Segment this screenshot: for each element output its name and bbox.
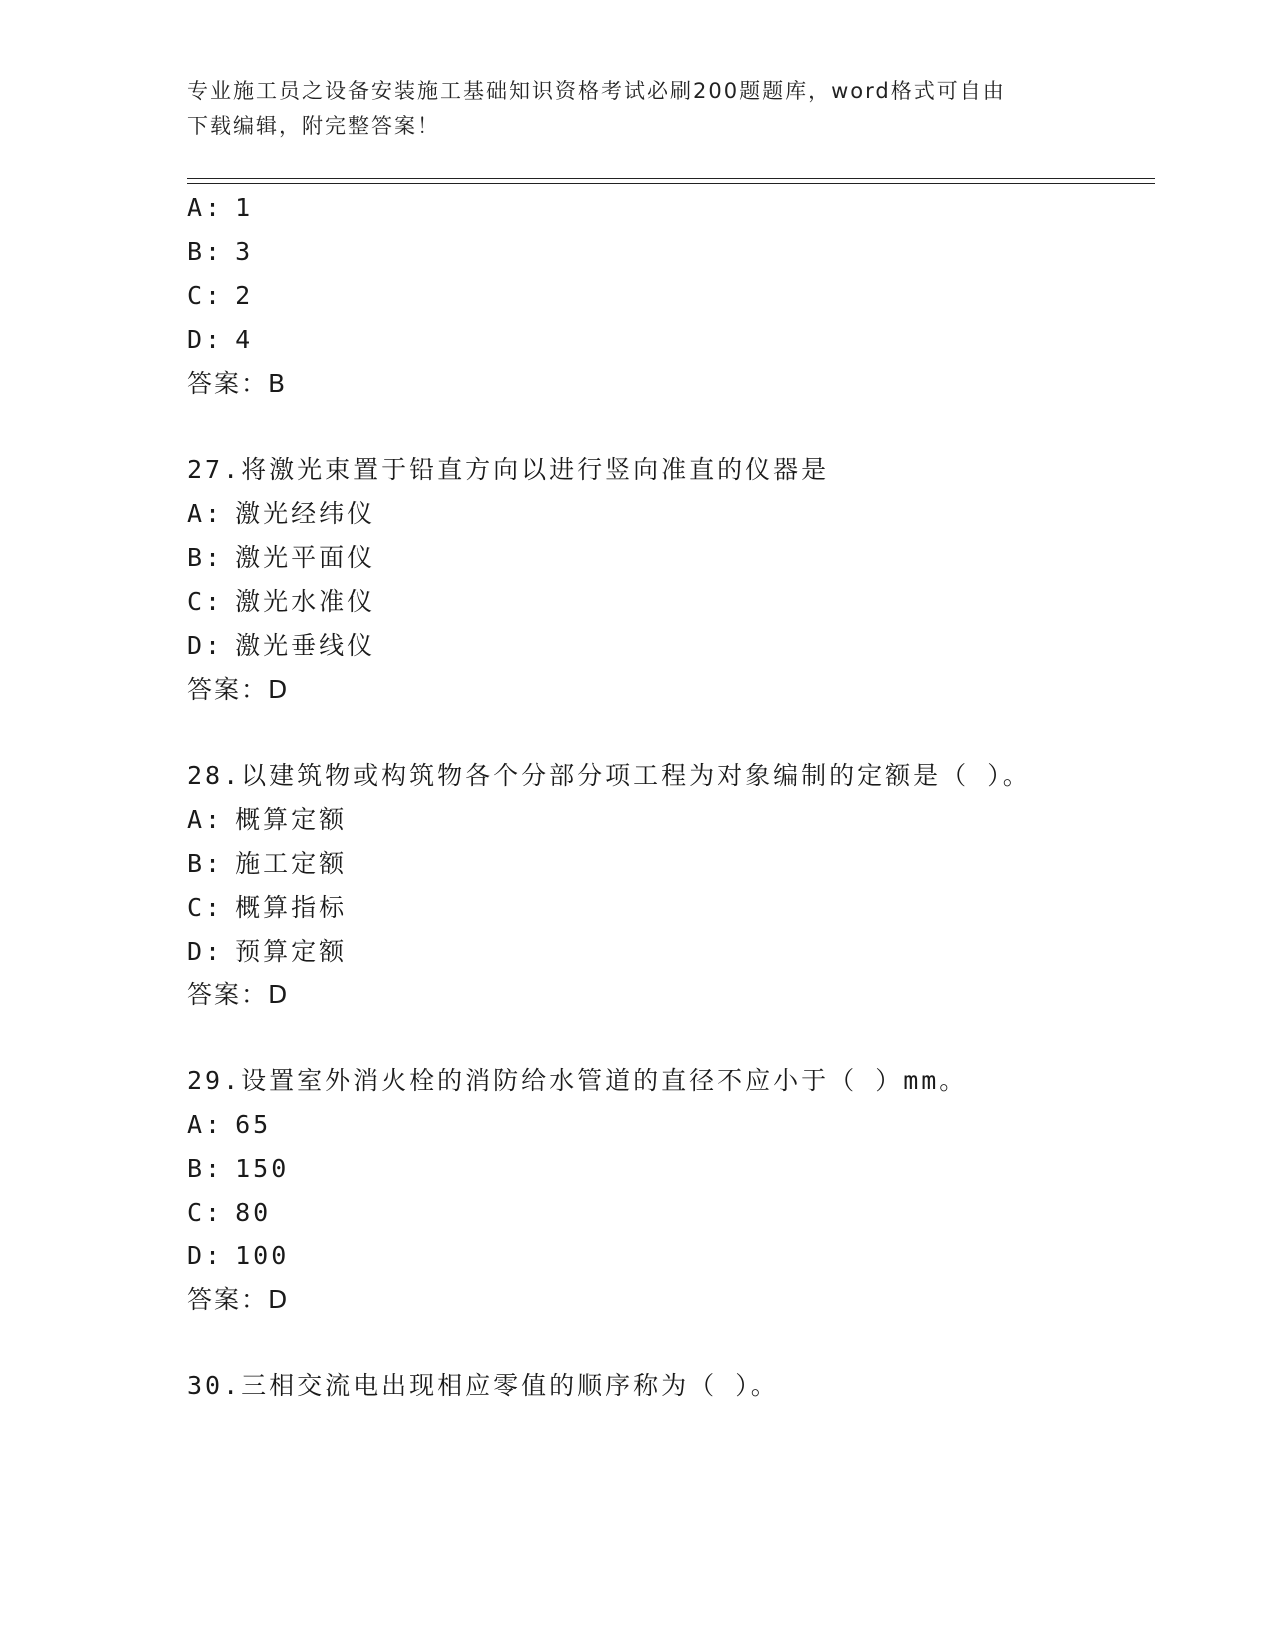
- q27-option-b: [187, 538, 375, 578]
- q27-answer: 答案：D: [187, 675, 290, 704]
- option-letter: C:: [187, 893, 224, 922]
- option-text: 激光水准仪: [235, 587, 376, 616]
- q26-option-b: [187, 232, 253, 272]
- q27-question: 27.将激光束置于铅直方向以进行竖向准直的仪器是: [187, 455, 830, 484]
- q28-option-a: [187, 800, 347, 840]
- q30-question: 30.三相交流电出现相应零值的顺序称为（ ）。: [187, 1371, 779, 1400]
- option-letter: D:: [187, 631, 224, 660]
- option-text: 65: [235, 1110, 272, 1139]
- option-letter: D:: [187, 937, 224, 966]
- q28-question: 28.以建筑物或构筑物各个分部分项工程为对象编制的定额是（ ）。: [187, 761, 1031, 790]
- option-text: 1: [235, 193, 254, 222]
- option-letter: A:: [187, 499, 224, 528]
- header-title-line-1: 专业施工员之设备安装施工基础知识资格考试必刷200题题库，word格式可自由: [187, 79, 1006, 103]
- option-text: 概算指标: [235, 893, 348, 922]
- option-text: 概算定额: [235, 805, 348, 834]
- header-title-line-2: 下载编辑，附完整答案！: [187, 114, 440, 138]
- q27-option-a: [187, 494, 375, 534]
- option-text: 150: [235, 1154, 290, 1183]
- option-letter: C:: [187, 1198, 224, 1227]
- option-text: 100: [235, 1241, 290, 1270]
- option-letter: A:: [187, 1110, 224, 1139]
- q29-answer: 答案：D: [187, 1285, 290, 1314]
- q29-option-a: [187, 1105, 271, 1145]
- option-letter: A:: [187, 805, 224, 834]
- option-letter: B:: [187, 237, 224, 266]
- option-letter: D:: [187, 1241, 224, 1270]
- option-letter: B:: [187, 1154, 224, 1183]
- option-letter: D:: [187, 325, 224, 354]
- option-text: 2: [235, 281, 254, 310]
- option-letter: B:: [187, 543, 224, 572]
- document-header: [187, 74, 1087, 144]
- option-letter: A:: [187, 193, 224, 222]
- q26-answer: 答案：B: [187, 369, 288, 398]
- q27-option-c: [187, 582, 375, 622]
- option-text: 3: [235, 237, 254, 266]
- q28-option-d: [187, 932, 347, 972]
- q28-answer: 答案：D: [187, 980, 290, 1009]
- q29-option-b: [187, 1149, 289, 1189]
- option-letter: C:: [187, 281, 224, 310]
- option-text: 施工定额: [235, 849, 348, 878]
- q29-question: 29.设置室外消火栓的消防给水管道的直径不应小于（ ）mm。: [187, 1066, 968, 1095]
- option-text: 激光垂线仪: [235, 631, 376, 660]
- q28-option-b: [187, 844, 347, 884]
- q29-option-c: [187, 1193, 271, 1233]
- q26-option-a: [187, 188, 253, 228]
- option-text: 激光平面仪: [235, 543, 376, 572]
- header-divider: [187, 178, 1155, 184]
- q29-option-d: [187, 1236, 289, 1276]
- q26-option-c: [187, 276, 253, 316]
- option-text: 激光经纬仪: [235, 499, 376, 528]
- q28-option-c: [187, 888, 347, 928]
- option-text: 80: [235, 1198, 272, 1227]
- q26-option-d: [187, 320, 253, 360]
- option-text: 预算定额: [235, 937, 348, 966]
- option-text: 4: [235, 325, 254, 354]
- option-letter: C:: [187, 587, 224, 616]
- q27-option-d: [187, 626, 375, 666]
- option-letter: B:: [187, 849, 224, 878]
